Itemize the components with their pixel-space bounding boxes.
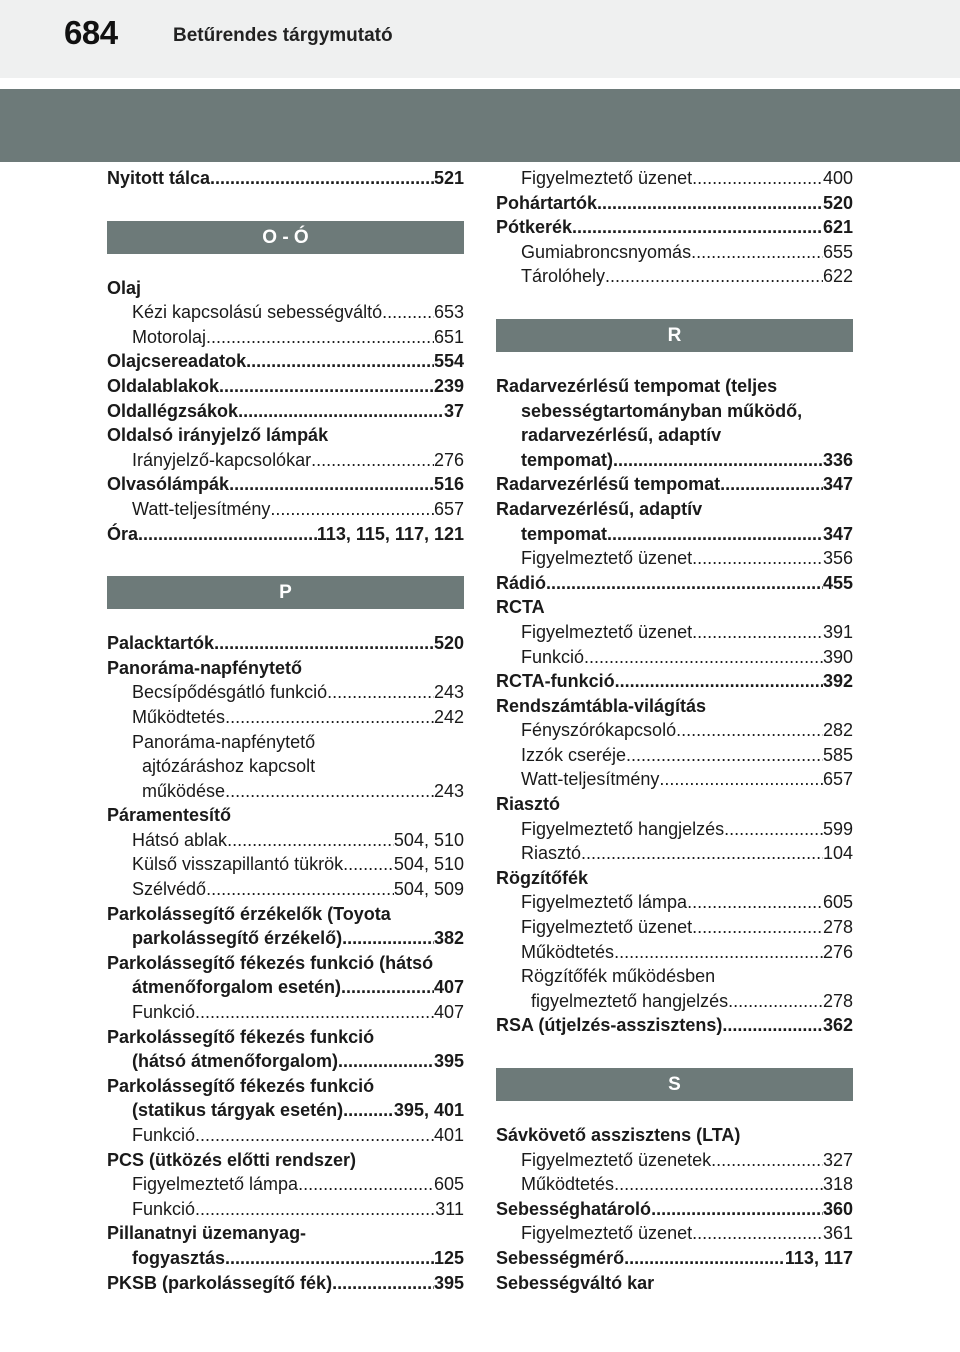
index-entry — [107, 902, 464, 927]
entry-pages: 655 — [822, 241, 853, 262]
entry-term: (hátsó átmenőforgalom) — [132, 1051, 339, 1072]
entry-pages: 276 — [433, 449, 464, 470]
entry-term: Sebességhatároló — [496, 1198, 652, 1219]
entry-term: Gumiabroncsnyomás — [521, 241, 692, 262]
entry-term: Olajcsereadatok — [107, 351, 247, 372]
entry-pages: 504, 510 — [393, 829, 464, 850]
entry-pages: 125 — [433, 1247, 464, 1268]
dot-leader — [341, 975, 434, 1000]
index-entry — [496, 423, 853, 448]
entry-pages: 585 — [822, 744, 853, 765]
dot-leader — [626, 743, 823, 768]
dot-leader — [615, 669, 823, 694]
entry-term: Oldallégzsákok — [107, 400, 239, 421]
index-entry — [107, 472, 464, 497]
dot-leader — [607, 522, 823, 547]
entry-pages: 392 — [822, 671, 853, 692]
entry-term: Rádió — [496, 572, 547, 593]
index-entry — [496, 240, 853, 265]
index-entry — [107, 951, 464, 976]
index-entry — [496, 767, 853, 792]
index-entry — [496, 1197, 853, 1222]
index-entry — [496, 1221, 853, 1246]
index-entry — [107, 1074, 464, 1099]
entry-term: Pótkerék — [496, 217, 573, 238]
index-entry — [107, 926, 464, 951]
entry-term: Szélvédő — [132, 879, 207, 900]
entry-term: Sebességváltó kar — [496, 1272, 655, 1293]
entry-pages: 504, 510 — [393, 854, 464, 875]
entry-term: Olaj — [107, 277, 142, 298]
entry-pages: 37 — [443, 400, 464, 421]
entry-term: parkolássegítő érzékelő) — [132, 928, 343, 949]
entry-term: Olvasólámpák — [107, 474, 230, 495]
dot-leader — [572, 215, 823, 240]
dot-leader — [270, 497, 434, 522]
header-band — [0, 89, 960, 162]
entry-pages: 516 — [433, 474, 464, 495]
entry-term: Watt-teljesítmény — [132, 498, 271, 519]
entry-pages: 554 — [433, 351, 464, 372]
entry-term: Funkció — [132, 1198, 196, 1219]
entry-pages: 521 — [433, 168, 464, 188]
index-entry — [496, 1271, 853, 1296]
index-entry — [107, 1098, 464, 1123]
entry-term: Működtetés — [132, 706, 226, 727]
entry-pages: 336 — [822, 449, 853, 470]
entry-pages: 657 — [822, 769, 853, 790]
index-entry — [496, 1148, 853, 1173]
dot-leader — [691, 240, 823, 265]
dot-leader — [206, 325, 434, 350]
index-entry — [107, 1000, 464, 1025]
entry-pages: 605 — [822, 892, 853, 913]
index-entry — [496, 743, 853, 768]
top-strip — [0, 0, 960, 78]
entry-term: Izzók cseréje — [521, 744, 627, 765]
index-entry — [107, 497, 464, 522]
entry-pages: 243 — [433, 682, 464, 703]
dot-leader — [692, 915, 823, 940]
entry-term: Becsípődésgátló funkció — [132, 682, 328, 703]
entry-pages: 311 — [435, 1198, 464, 1219]
index-entry — [496, 694, 853, 719]
dot-leader — [546, 571, 823, 596]
dot-leader — [728, 989, 823, 1014]
index-entry — [107, 423, 464, 448]
entry-term: Radarvezérlésű tempomat — [496, 474, 721, 495]
entry-pages: 391 — [822, 621, 853, 642]
entry-pages: 239 — [433, 375, 464, 396]
entry-term: Funkció — [132, 1125, 196, 1145]
dot-leader — [246, 349, 434, 374]
entry-term: RCTA — [496, 597, 545, 618]
dot-leader — [614, 1172, 823, 1197]
index-entry — [107, 680, 464, 705]
index-entry — [107, 1246, 464, 1271]
entry-term: Oldalablakok — [107, 375, 220, 396]
entry-term: Hátsó ablak — [132, 829, 228, 850]
index-column-left — [107, 166, 464, 1295]
dot-leader — [687, 890, 823, 915]
section-header-r: R — [496, 319, 853, 352]
dot-leader — [692, 166, 823, 191]
index-entry — [107, 730, 464, 755]
entry-term: ajtózáráshoz kapcsolt — [142, 756, 316, 777]
dot-leader — [195, 1123, 434, 1148]
entry-term: Sávkövető asszisztens (LTA) — [496, 1125, 741, 1145]
entry-term: Figyelmeztető üzenet — [521, 621, 693, 642]
entry-term: Figyelmeztető üzenet — [521, 917, 693, 938]
dot-leader — [692, 1221, 823, 1246]
dot-leader — [195, 1000, 434, 1025]
dot-leader — [214, 631, 434, 656]
entry-term: Pohártartók — [496, 192, 598, 213]
index-entry — [107, 399, 464, 424]
dot-leader — [676, 718, 823, 743]
index-entry — [107, 1025, 464, 1050]
entry-term: Panoráma-napfénytető — [132, 731, 316, 752]
index-entry — [496, 866, 853, 891]
entry-term: átmenőforgalom esetén) — [132, 977, 342, 998]
entry-pages: 599 — [822, 818, 853, 839]
entry-term: Panoráma-napfénytető — [107, 657, 303, 678]
entry-pages: 395, 401 — [393, 1100, 464, 1121]
index-entry — [496, 1246, 853, 1271]
entry-pages: 113, 115, 117, 121 — [316, 523, 464, 544]
entry-term: Páramentesítő — [107, 805, 232, 826]
dot-leader — [332, 1271, 434, 1296]
dot-leader — [210, 166, 434, 191]
dot-leader — [605, 264, 823, 289]
entry-term: Működtetés — [521, 941, 615, 962]
dot-leader — [613, 448, 823, 473]
entry-pages: 401 — [433, 1125, 464, 1145]
index-entry — [496, 571, 853, 596]
entry-pages: 390 — [822, 646, 853, 667]
index-entry — [107, 1049, 464, 1074]
index-entry — [496, 1123, 853, 1148]
entry-term: tempomat) — [521, 449, 614, 470]
dot-leader — [195, 1197, 435, 1222]
index-entry — [107, 276, 464, 301]
entry-term: Figyelmeztető üzenet — [521, 168, 693, 188]
index-entry — [496, 940, 853, 965]
index-entry — [496, 191, 853, 216]
entry-term: Funkció — [521, 646, 585, 667]
index-entry — [107, 1197, 464, 1222]
dot-leader — [711, 1148, 823, 1173]
entry-term: Működtetés — [521, 1174, 615, 1195]
index-entry — [107, 1123, 464, 1148]
index-entry — [107, 656, 464, 681]
entry-pages: 243 — [433, 780, 464, 801]
entry-pages: 651 — [433, 326, 464, 347]
dot-leader — [311, 448, 434, 473]
entry-term: Rögzítőfék — [496, 867, 588, 888]
index-entry — [496, 448, 853, 473]
dot-leader — [382, 300, 434, 325]
dot-leader — [229, 472, 434, 497]
section-header-o-o: O - Ó — [107, 221, 464, 254]
entry-term: Külső visszapillantó tükrök — [132, 854, 344, 875]
dot-leader — [692, 620, 823, 645]
index-entry — [107, 975, 464, 1000]
dot-leader — [651, 1197, 823, 1222]
entry-term: Irányjelző-kapcsolókar — [132, 449, 312, 470]
entry-pages: 276 — [822, 941, 853, 962]
entry-pages: 520 — [822, 192, 853, 213]
entry-term: Radarvezérlésű, adaptív — [496, 498, 703, 519]
entry-term: Parkolássegítő fékezés funkció — [107, 1026, 375, 1047]
dot-leader — [659, 767, 823, 792]
entry-pages: 520 — [433, 633, 464, 654]
entry-pages: 400 — [822, 168, 853, 188]
entry-pages: 657 — [433, 498, 464, 519]
entry-pages: 407 — [433, 977, 464, 998]
entry-term: Figyelmeztető hangjelzés — [521, 818, 725, 839]
page-title: Betűrendes tárgymutató — [173, 25, 393, 46]
section-header-s: S — [496, 1068, 853, 1101]
index-entry — [107, 1271, 464, 1296]
entry-pages: 622 — [822, 266, 853, 287]
entry-pages: 455 — [822, 572, 853, 593]
entry-term: fogyasztás — [132, 1247, 226, 1268]
entry-term: PKSB (parkolássegítő fék) — [107, 1272, 333, 1293]
entry-pages: 347 — [822, 523, 853, 544]
index-entry — [496, 1172, 853, 1197]
entry-term: Funkció — [132, 1002, 196, 1023]
page-number: 684 — [64, 14, 118, 51]
index-entry — [107, 300, 464, 325]
entry-pages: 356 — [822, 548, 853, 569]
entry-term: RCTA-funkció — [496, 671, 615, 692]
entry-pages: 361 — [822, 1223, 853, 1244]
index-entry — [107, 1221, 464, 1246]
entry-pages: 395 — [433, 1051, 464, 1072]
index-entry — [107, 852, 464, 877]
index-entry — [496, 841, 853, 866]
index-entry — [107, 166, 464, 191]
entry-term: sebességtartományban működő, — [521, 400, 803, 421]
index-entry — [496, 472, 853, 497]
entry-pages: 407 — [433, 1002, 464, 1023]
dot-leader — [238, 399, 444, 424]
entry-term: Parkolássegítő fékezés funkció — [107, 1075, 375, 1096]
entry-term: tempomat — [521, 523, 608, 544]
entry-pages: 382 — [433, 928, 464, 949]
entry-pages: 347 — [822, 474, 853, 495]
entry-term: Tárolóhely — [521, 266, 606, 287]
dot-leader — [624, 1246, 785, 1271]
dot-leader — [343, 852, 394, 877]
entry-term: RSA (útjelzés-asszisztens) — [496, 1015, 723, 1036]
dot-leader — [724, 817, 823, 842]
index-entry — [107, 448, 464, 473]
entry-term: Riasztó — [496, 794, 561, 815]
entry-term: Kézi kapcsolású sebességváltó — [132, 302, 383, 323]
index-entry — [496, 645, 853, 670]
dot-leader — [720, 472, 823, 497]
entry-term: Fényszórókapcsoló — [521, 720, 677, 741]
entry-pages: 278 — [822, 990, 853, 1011]
dot-leader — [597, 191, 823, 216]
dot-leader — [692, 546, 823, 571]
index-entry — [496, 669, 853, 694]
entry-pages: 362 — [822, 1015, 853, 1036]
entry-term: Nyitott tálca — [107, 168, 211, 188]
index-entry — [496, 915, 853, 940]
dot-leader — [343, 1098, 394, 1123]
dot-leader — [138, 522, 317, 547]
entry-pages: 318 — [822, 1174, 853, 1195]
entry-term: (statikus tárgyak esetén) — [132, 1100, 344, 1121]
entry-term: Figyelmeztető lámpa — [521, 892, 688, 913]
dot-leader — [342, 926, 434, 951]
entry-term: Watt-teljesítmény — [521, 769, 660, 790]
entry-term: PCS (ütközés előtti rendszer) — [107, 1149, 357, 1170]
entry-term: Riasztó — [521, 843, 582, 864]
dot-leader — [227, 828, 394, 853]
index-entry — [496, 166, 853, 191]
index-entry — [496, 1013, 853, 1038]
entry-term: Óra — [107, 523, 139, 544]
index-entry — [496, 546, 853, 571]
entry-term: Oldalsó irányjelző lámpák — [107, 425, 329, 446]
dot-leader — [298, 1172, 434, 1197]
index-entry — [496, 718, 853, 743]
entry-pages: 653 — [433, 302, 464, 323]
entry-term: Sebességmérő — [496, 1247, 625, 1268]
index-entry — [107, 522, 464, 547]
entry-term: működése — [142, 780, 226, 801]
index-entry — [107, 779, 464, 804]
entry-pages: 327 — [822, 1149, 853, 1170]
entry-term: Radarvezérlésű tempomat (teljes — [496, 375, 778, 396]
dot-leader — [327, 680, 434, 705]
index-entry — [107, 1172, 464, 1197]
entry-pages: 395 — [433, 1272, 464, 1293]
index-entry — [107, 325, 464, 350]
index-entry — [107, 828, 464, 853]
entry-pages: 360 — [822, 1198, 853, 1219]
dot-leader — [219, 374, 434, 399]
index-entry — [107, 803, 464, 828]
entry-pages: 621 — [822, 217, 853, 238]
entry-term: Rendszámtábla-világítás — [496, 695, 707, 716]
index-entry — [496, 399, 853, 424]
index-entry — [107, 705, 464, 730]
index-entry — [496, 497, 853, 522]
index-entry — [496, 620, 853, 645]
index-entry — [496, 792, 853, 817]
entry-term: Motorolaj — [132, 326, 207, 347]
index-entry — [107, 631, 464, 656]
dot-leader — [722, 1013, 823, 1038]
index-entry — [496, 817, 853, 842]
index-entry — [107, 374, 464, 399]
section-header-p: P — [107, 576, 464, 609]
index-entry — [107, 349, 464, 374]
entry-term: figyelmeztető hangjelzés — [531, 990, 729, 1011]
index-entry — [496, 215, 853, 240]
dot-leader — [338, 1049, 434, 1074]
dot-leader — [614, 940, 823, 965]
index-entry — [496, 890, 853, 915]
entry-pages: 605 — [433, 1174, 464, 1195]
entry-term: Figyelmeztető üzenetek — [521, 1149, 712, 1170]
index-entry — [496, 522, 853, 547]
entry-term: Palacktartók — [107, 633, 215, 654]
entry-pages: 504, 509 — [393, 879, 464, 900]
index-entry — [496, 964, 853, 989]
dot-leader — [584, 645, 823, 670]
index-entry — [107, 1148, 464, 1173]
entry-term: Figyelmeztető lámpa — [132, 1174, 299, 1195]
dot-leader — [225, 779, 434, 804]
dot-leader — [225, 1246, 434, 1271]
entry-term: Parkolássegítő fékezés funkció (hátsó — [107, 952, 434, 973]
entry-term: Rögzítőfék működésben — [521, 966, 716, 987]
entry-pages: 278 — [822, 917, 853, 938]
index-entry — [496, 989, 853, 1014]
entry-pages: 242 — [433, 706, 464, 727]
index-entry — [107, 877, 464, 902]
entry-term: Figyelmeztető üzenet — [521, 548, 693, 569]
dot-leader — [581, 841, 823, 866]
index-column-right — [496, 166, 853, 1295]
entry-term: Parkolássegítő érzékelők (Toyota — [107, 903, 391, 924]
entry-pages: 104 — [822, 843, 853, 864]
index-entry — [496, 374, 853, 399]
dot-leader — [225, 705, 434, 730]
entry-term: Figyelmeztető üzenet — [521, 1223, 693, 1244]
index-entry — [107, 754, 464, 779]
entry-pages: 113, 117 — [784, 1247, 853, 1268]
entry-pages: 282 — [822, 720, 853, 741]
entry-term: Pillanatnyi üzemanyag- — [107, 1223, 307, 1244]
index-entry — [496, 264, 853, 289]
dot-leader — [206, 877, 394, 902]
entry-term: radarvezérlésű, adaptív — [521, 425, 722, 446]
index-entry — [496, 595, 853, 620]
